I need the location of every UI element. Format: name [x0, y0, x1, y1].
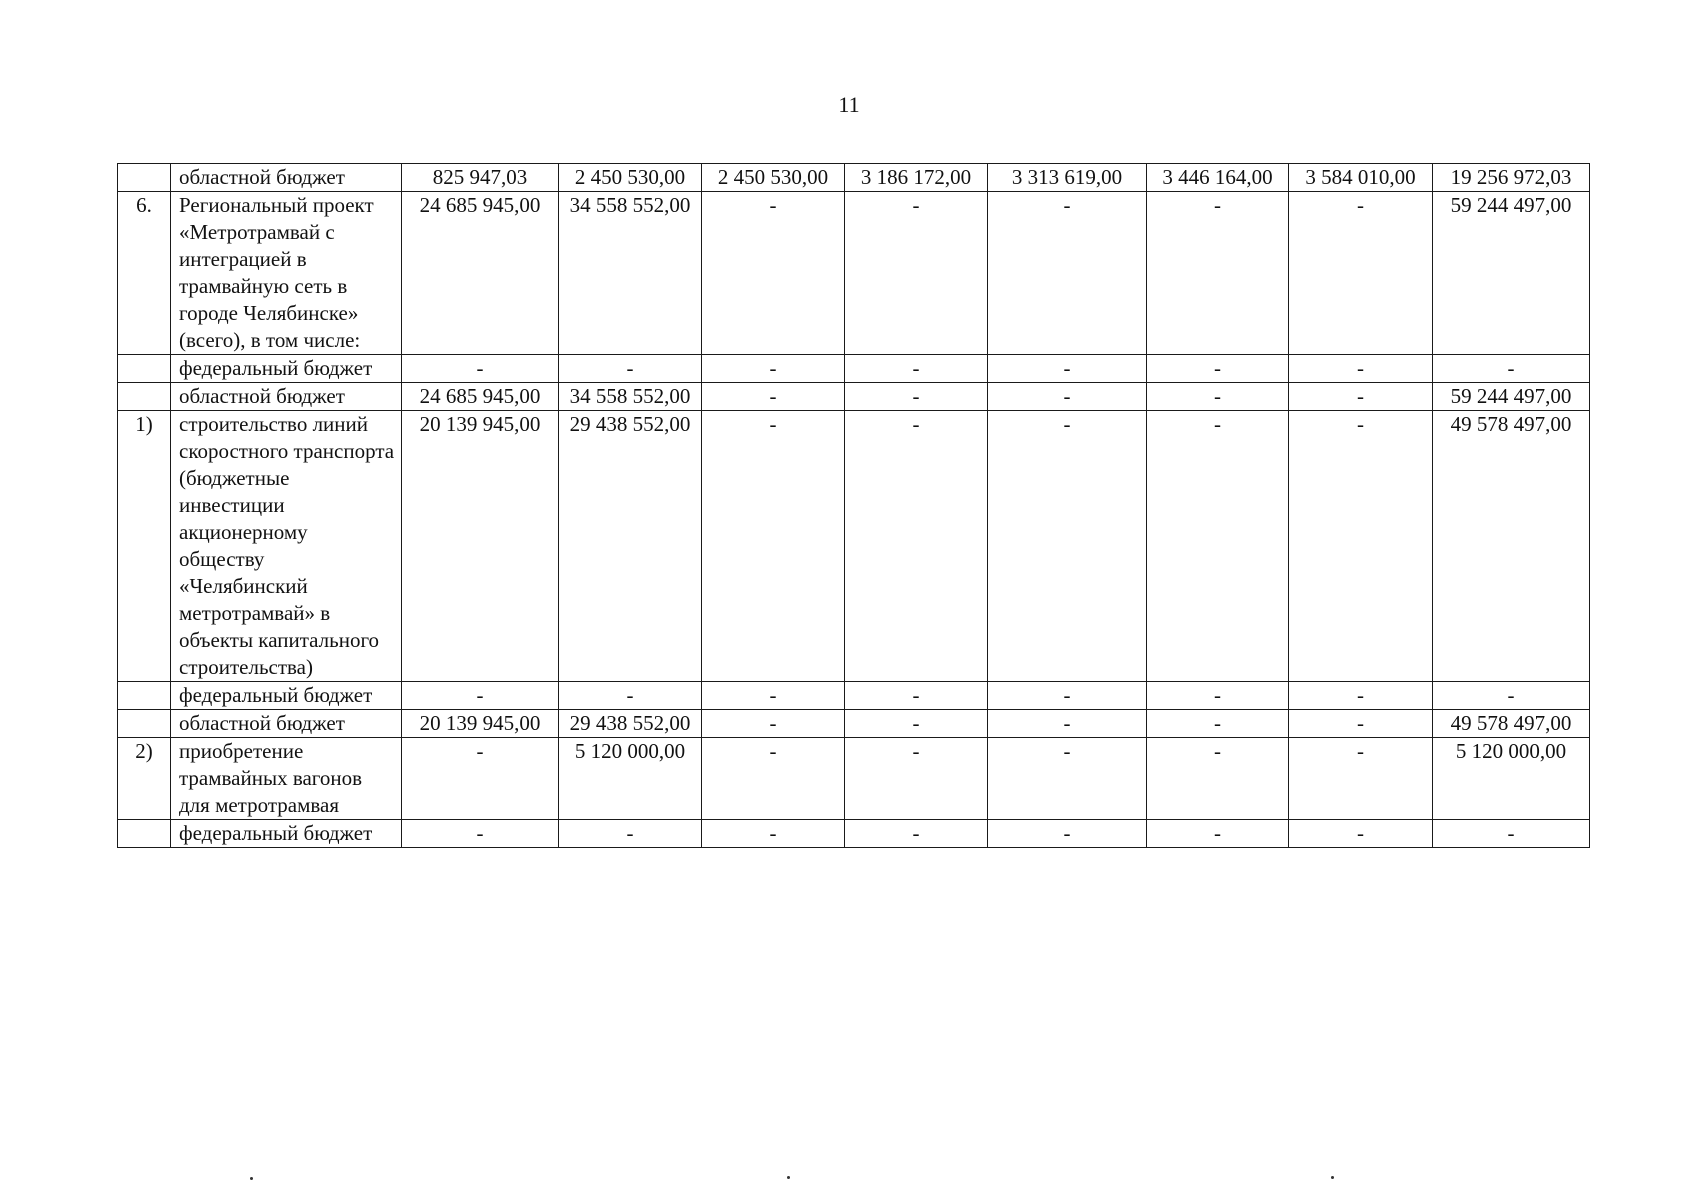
amount-cell: - — [988, 411, 1147, 682]
amount-cell: 29 438 552,00 — [559, 411, 702, 682]
amount-cell: - — [402, 738, 559, 820]
amount-cell: - — [1433, 355, 1590, 383]
row-name-cell: областной бюджет — [171, 164, 402, 192]
amount-cell: 19 256 972,03 — [1433, 164, 1590, 192]
amount-cell: - — [559, 682, 702, 710]
scan-dot — [787, 1176, 790, 1179]
row-number-cell — [118, 164, 171, 192]
amount-cell: - — [845, 383, 988, 411]
amount-cell: - — [988, 738, 1147, 820]
amount-cell: - — [1289, 710, 1433, 738]
amount-cell: - — [845, 411, 988, 682]
table-row — [118, 164, 1590, 192]
scan-dot — [1331, 1176, 1334, 1179]
amount-cell: - — [988, 355, 1147, 383]
amount-cell: - — [845, 820, 988, 848]
amount-cell: - — [988, 710, 1147, 738]
amount-cell: 5 120 000,00 — [559, 738, 702, 820]
amount-cell: - — [845, 738, 988, 820]
amount-cell: - — [1147, 710, 1289, 738]
amount-cell: 20 139 945,00 — [402, 710, 559, 738]
row-name-cell: приобретение трамвайных вагонов для метротрамвая — [171, 738, 402, 820]
amount-cell: - — [559, 820, 702, 848]
amount-cell: 49 578 497,00 — [1433, 710, 1590, 738]
row-name-cell: федеральный бюджет — [171, 355, 402, 383]
amount-cell: - — [402, 682, 559, 710]
amount-cell: 2 450 530,00 — [702, 164, 845, 192]
amount-cell: 3 313 619,00 — [988, 164, 1147, 192]
amount-cell: - — [1433, 820, 1590, 848]
amount-cell: 825 947,03 — [402, 164, 559, 192]
table-row — [118, 383, 1590, 411]
amount-cell: - — [988, 682, 1147, 710]
amount-cell: 59 244 497,00 — [1433, 383, 1590, 411]
table-row — [118, 355, 1590, 383]
amount-cell: - — [559, 355, 702, 383]
amount-cell: - — [1289, 682, 1433, 710]
amount-cell: 3 584 010,00 — [1289, 164, 1433, 192]
row-number-cell — [118, 820, 171, 848]
amount-cell: 3 186 172,00 — [845, 164, 988, 192]
amount-cell: - — [402, 820, 559, 848]
row-number-cell — [118, 682, 171, 710]
amount-cell: 3 446 164,00 — [1147, 164, 1289, 192]
row-number-cell — [118, 383, 171, 411]
amount-cell: - — [702, 710, 845, 738]
amount-cell: - — [1147, 355, 1289, 383]
table-row — [118, 192, 1590, 355]
scan-dot — [250, 1177, 253, 1180]
amount-cell: - — [1289, 738, 1433, 820]
amount-cell: - — [402, 355, 559, 383]
row-number-cell: 6. — [118, 192, 171, 355]
row-number-cell — [118, 355, 171, 383]
amount-cell: 34 558 552,00 — [559, 383, 702, 411]
amount-cell: - — [988, 192, 1147, 355]
amount-cell: - — [702, 355, 845, 383]
row-name-cell: областной бюджет — [171, 383, 402, 411]
row-number-cell: 2) — [118, 738, 171, 820]
amount-cell: - — [988, 820, 1147, 848]
amount-cell: - — [1289, 820, 1433, 848]
row-number-cell — [118, 710, 171, 738]
amount-cell: - — [845, 710, 988, 738]
table-row — [118, 411, 1590, 682]
amount-cell: - — [845, 682, 988, 710]
table-row — [118, 710, 1590, 738]
amount-cell: - — [1147, 820, 1289, 848]
budget-table — [117, 163, 1590, 848]
table-row — [118, 738, 1590, 820]
amount-cell: - — [845, 192, 988, 355]
amount-cell: 24 685 945,00 — [402, 192, 559, 355]
row-number-cell: 1) — [118, 411, 171, 682]
row-name-cell: федеральный бюджет — [171, 820, 402, 848]
amount-cell: 59 244 497,00 — [1433, 192, 1590, 355]
amount-cell: - — [1147, 738, 1289, 820]
page-number: 11 — [838, 92, 860, 117]
amount-cell: - — [702, 411, 845, 682]
amount-cell: - — [702, 820, 845, 848]
amount-cell: - — [1147, 682, 1289, 710]
amount-cell: 5 120 000,00 — [1433, 738, 1590, 820]
table-body — [118, 164, 1590, 848]
amount-cell: - — [1147, 411, 1289, 682]
amount-cell: 29 438 552,00 — [559, 710, 702, 738]
row-name-cell: областной бюджет — [171, 710, 402, 738]
amount-cell: 49 578 497,00 — [1433, 411, 1590, 682]
amount-cell: 34 558 552,00 — [559, 192, 702, 355]
amount-cell: 2 450 530,00 — [559, 164, 702, 192]
row-name-cell: строительство линий скоростного транспорта (бюджетные инвестиции акционерному обществу «Челябинский метротрамвай» в объекты капитального строительства) — [171, 411, 402, 682]
amount-cell: - — [1147, 383, 1289, 411]
amount-cell: - — [1289, 192, 1433, 355]
amount-cell: - — [1289, 355, 1433, 383]
amount-cell: - — [1289, 411, 1433, 682]
amount-cell: - — [1433, 682, 1590, 710]
amount-cell: 24 685 945,00 — [402, 383, 559, 411]
amount-cell: - — [702, 383, 845, 411]
amount-cell: - — [702, 192, 845, 355]
amount-cell: - — [988, 383, 1147, 411]
amount-cell: 20 139 945,00 — [402, 411, 559, 682]
amount-cell: - — [1147, 192, 1289, 355]
table-row — [118, 820, 1590, 848]
amount-cell: - — [702, 738, 845, 820]
row-name-cell: федеральный бюджет — [171, 682, 402, 710]
row-name-cell: Региональный проект «Метротрамвай с интеграцией в трамвайную сеть в городе Челябинске» (всего), в том числе: — [171, 192, 402, 355]
table-row — [118, 682, 1590, 710]
amount-cell: - — [845, 355, 988, 383]
amount-cell: - — [1289, 383, 1433, 411]
amount-cell: - — [702, 682, 845, 710]
